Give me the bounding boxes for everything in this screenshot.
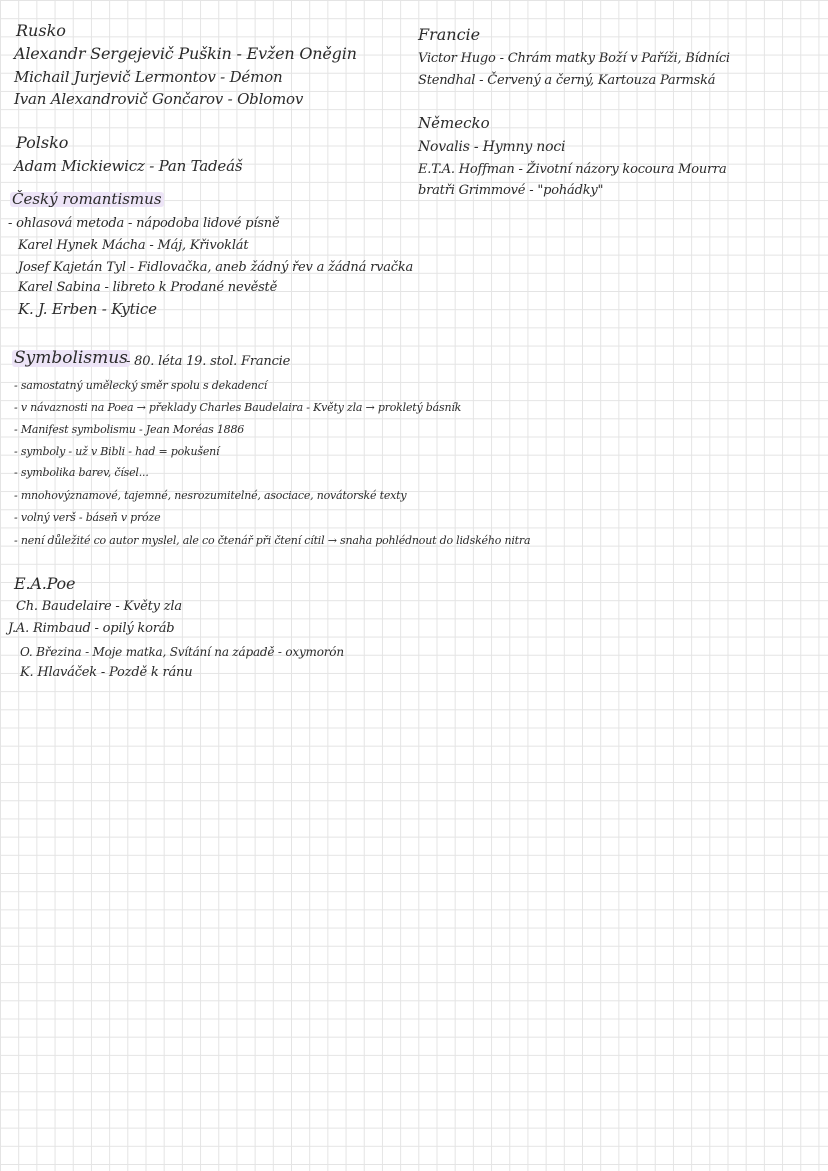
symbolismus-line-1: - samostatný umělecký směr spolu s dekadencí [14, 379, 268, 392]
nemecko-line-1: Novalis - Hymny noci [418, 139, 566, 155]
rusko-line-3: Ivan Alexandrovič Gončarov - Oblomov [14, 90, 304, 108]
cesky-line-2: Karel Hynek Mácha - Máj, Křivoklát [18, 238, 249, 253]
author-line-4: O. Březina - Moje matka, Svítání na západě - oxymorón [20, 645, 344, 659]
cesky-line-1: - ohlasová metoda - nápodoba lidové písně [8, 216, 280, 231]
heading-francie: Francie [418, 25, 481, 44]
symbolismus-line-8: - není důležité co autor myslel, ale co čtenář při čtení cítil → snaha pohlédnout do lidského nitra [14, 534, 531, 547]
symbolismus-line-7: - volný verš - báseň v próze [14, 511, 161, 524]
heading-polsko: Polsko [16, 133, 69, 152]
heading-rusko: Rusko [16, 21, 66, 40]
cesky-line-5: K. J. Erben - Kytice [18, 300, 157, 318]
francie-line-2: Stendhal - Červený a černý, Kartouza Parmská [418, 73, 716, 88]
author-line-5: K. Hlaváček - Pozdě k ránu [20, 665, 193, 680]
rusko-line-2: Michail Jurjevič Lermontov - Démon [14, 68, 283, 86]
symbolismus-line-6: - mnohovýznamové, tajemné, nesrozumitelné, asociace, novátorské texty [14, 489, 407, 502]
symbolismus-heading-tail: - 80. léta 19. stol. Francie [126, 354, 291, 369]
cesky-line-4: Karel Sabina - libreto k Prodané nevěstě [18, 280, 278, 295]
author-line-3: J.A. Rimbaud - opilý koráb [8, 621, 175, 636]
nemecko-line-3: bratři Grimmové - "pohádky" [418, 183, 604, 198]
polsko-line-1: Adam Mickiewicz - Pan Tadeáš [14, 157, 243, 175]
rusko-line-1: Alexandr Sergejevič Puškin - Evžen Oněgin [14, 44, 357, 63]
francie-line-1: Victor Hugo - Chrám matky Boží v Paříži, Bídníci [418, 51, 730, 66]
author-line-2: Ch. Baudelaire - Květy zla [16, 599, 182, 614]
nemecko-line-2: E.T.A. Hoffman - Životní názory kocoura Mourra [418, 162, 727, 177]
cesky-line-3: Josef Kajetán Tyl - Fidlovačka, aneb žádný řev a žádná rvačka [18, 260, 414, 275]
symbolismus-line-4: - symboly - už v Bibli - had = pokušení [14, 445, 220, 458]
symbolismus-line-5: - symbolika barev, čísel... [14, 466, 149, 479]
heading-nemecko: Německo [418, 114, 490, 132]
heading-cesky-romantismus: Český romantismus [12, 190, 162, 208]
heading-symbolismus: Symbolismus [14, 348, 128, 368]
author-line-1: E.A.Poe [14, 574, 76, 593]
symbolismus-line-3: - Manifest symbolismu - Jean Moréas 1886 [14, 423, 245, 436]
symbolismus-line-2: - v návaznosti na Poea → překlady Charles Baudelaira - Květy zla → prokletý básník [14, 401, 462, 414]
